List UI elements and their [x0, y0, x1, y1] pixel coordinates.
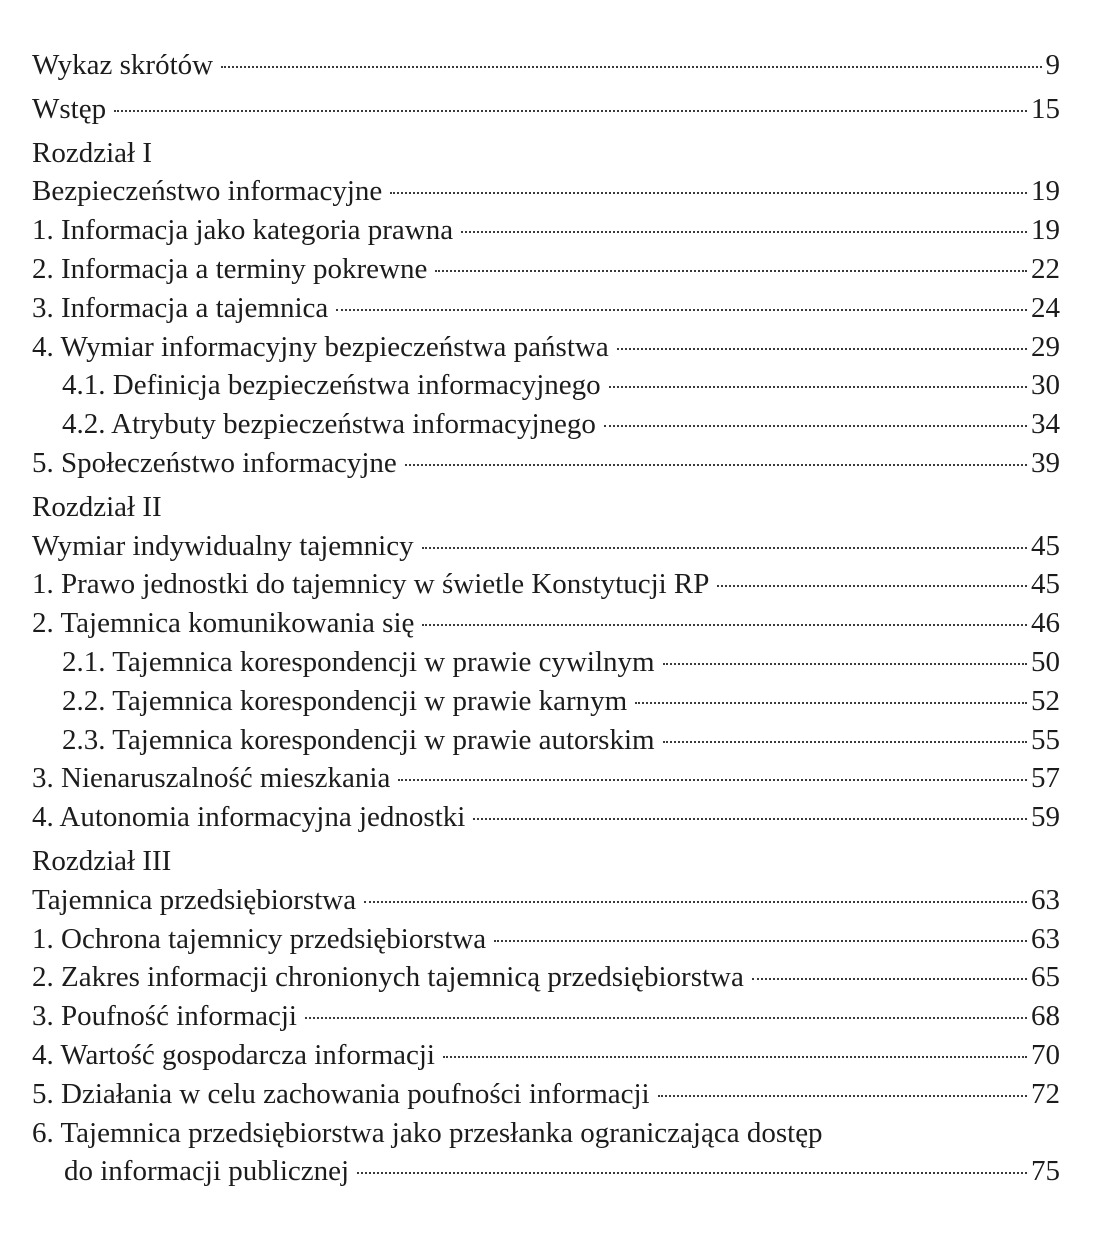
dot-leader	[461, 231, 1027, 233]
chapter-heading	[32, 134, 1060, 173]
toc-entry-page: 59	[1031, 801, 1060, 834]
toc-entry-title: 4.1. Definicja bezpieczeństwa informacyjnego	[62, 369, 601, 402]
toc-entry-page: 50	[1031, 645, 1060, 678]
toc-entry	[32, 565, 1060, 604]
chapter-label: Rozdział I	[32, 136, 152, 169]
toc-entry-page: 72	[1031, 1077, 1060, 1110]
toc-entry	[32, 289, 1060, 328]
toc-entry-page: 39	[1031, 446, 1060, 479]
toc-entry	[32, 527, 1060, 566]
toc-entry-title: Wymiar indywidualny tajemnicy	[32, 529, 414, 562]
toc-entry-title: 2. Informacja a terminy pokrewne	[32, 252, 428, 285]
dot-leader	[114, 110, 1027, 112]
toc-entry	[32, 172, 1060, 211]
toc-entry	[32, 920, 1060, 959]
toc-entry-page: 52	[1031, 684, 1060, 717]
toc-entry-page: 34	[1031, 408, 1060, 441]
dot-leader	[609, 386, 1027, 388]
dot-leader	[494, 940, 1027, 942]
dot-leader	[357, 1172, 1027, 1174]
toc-entry	[32, 1075, 1060, 1114]
toc-entry-title: 4. Wartość gospodarcza informacji	[32, 1038, 435, 1071]
toc-entry	[32, 958, 1060, 997]
toc-entry-title: 4. Autonomia informacyjna jednostki	[32, 801, 466, 834]
toc-entry-title: 1. Prawo jednostki do tajemnicy w świetle Konstytucji RP	[32, 568, 710, 601]
toc-entry	[32, 211, 1060, 250]
toc-entry	[32, 1036, 1060, 1075]
toc-entry-title: 6. Tajemnica przedsiębiorstwa jako przesłanka ograniczająca dostęp	[32, 1116, 823, 1149]
dot-leader	[752, 978, 1027, 980]
toc-entry-title: 3. Poufność informacji	[32, 1000, 297, 1033]
dot-leader	[663, 741, 1027, 743]
dot-leader	[473, 818, 1027, 820]
dot-leader	[305, 1017, 1027, 1019]
dot-leader	[717, 585, 1027, 587]
toc-entry	[32, 328, 1060, 367]
dot-leader	[405, 464, 1027, 466]
toc-entry	[32, 250, 1060, 289]
toc-entry-page: 75	[1031, 1155, 1060, 1188]
toc-entry-page: 68	[1031, 1000, 1060, 1033]
dot-leader	[617, 348, 1027, 350]
toc-entry	[32, 46, 1060, 85]
toc-entry-page: 45	[1031, 529, 1060, 562]
toc-subentry	[32, 405, 1060, 444]
chapter-heading	[32, 842, 1060, 881]
toc-entry-title: 2. Tajemnica komunikowania się	[32, 607, 415, 640]
toc-subentry	[32, 366, 1060, 405]
toc-entry-title: 4. Wymiar informacyjny bezpieczeństwa państwa	[32, 330, 609, 363]
dot-leader	[422, 624, 1027, 626]
table-of-contents	[32, 46, 1060, 1191]
toc-entry-title: 4.2. Atrybuty bezpieczeństwa informacyjnego	[62, 408, 596, 441]
toc-subentry	[32, 682, 1060, 721]
toc-entry-page: 70	[1031, 1038, 1060, 1071]
dot-leader	[336, 309, 1027, 311]
toc-entry-page: 46	[1031, 607, 1060, 640]
toc-entry-title: Wykaz skrótów	[32, 49, 214, 81]
toc-entry-title: 1. Informacja jako kategoria prawna	[32, 214, 454, 247]
toc-entry-page: 55	[1031, 723, 1060, 756]
dot-leader	[604, 425, 1027, 427]
chapter-heading	[32, 488, 1060, 527]
dot-leader	[435, 270, 1027, 272]
dot-leader	[635, 702, 1027, 704]
toc-entry-page: 24	[1031, 291, 1060, 324]
toc-entry-page: 45	[1031, 568, 1060, 601]
toc-entry-title: 1. Ochrona tajemnicy przedsiębiorstwa	[32, 922, 487, 955]
toc-entry	[32, 444, 1060, 483]
toc-entry-title: Bezpieczeństwo informacyjne	[32, 175, 383, 208]
toc-entry-continuation	[32, 1152, 1060, 1191]
chapter-label: Rozdział II	[32, 490, 162, 523]
toc-entry-page: 63	[1031, 922, 1060, 955]
dot-leader	[663, 663, 1027, 665]
toc-entry-page: 57	[1031, 762, 1060, 795]
dot-leader	[221, 66, 1041, 68]
toc-entry-title: 2.2. Tajemnica korespondencji w prawie karnym	[62, 684, 628, 717]
toc-entry-title: 5. Działania w celu zachowania poufności informacji	[32, 1077, 650, 1110]
toc-entry-title: 3. Nienaruszalność mieszkania	[32, 762, 391, 795]
toc-entry-page: 15	[1031, 92, 1060, 125]
toc-entry	[32, 604, 1060, 643]
toc-entry-title: 2.3. Tajemnica korespondencji w prawie autorskim	[62, 723, 655, 756]
toc-entry-page: 63	[1031, 883, 1060, 916]
toc-entry-title: 2.1. Tajemnica korespondencji w prawie cywilnym	[62, 645, 655, 678]
dot-leader	[443, 1056, 1027, 1058]
dot-leader	[364, 901, 1027, 903]
toc-entry	[32, 1114, 1060, 1153]
toc-entry-page: 19	[1031, 175, 1060, 208]
toc-entry	[32, 759, 1060, 798]
toc-entry-title: 2. Zakres informacji chronionych tajemnicą przedsiębiorstwa	[32, 961, 744, 994]
toc-entry-title: 5. Społeczeństwo informacyjne	[32, 446, 397, 479]
toc-entry-page: 29	[1031, 330, 1060, 363]
toc-entry-title: 3. Informacja a tajemnica	[32, 291, 329, 324]
toc-subentry	[32, 643, 1060, 682]
toc-entry-page: 9	[1045, 49, 1060, 81]
toc-entry	[32, 881, 1060, 920]
toc-entry	[32, 90, 1060, 129]
toc-subentry	[32, 721, 1060, 760]
toc-entry	[32, 798, 1060, 837]
chapter-label: Rozdział III	[32, 844, 172, 877]
dot-leader	[398, 779, 1027, 781]
toc-entry-title: do informacji publicznej	[64, 1155, 350, 1188]
dot-leader	[658, 1095, 1027, 1097]
toc-entry-page: 19	[1031, 214, 1060, 247]
dot-leader	[390, 192, 1027, 194]
toc-entry	[32, 997, 1060, 1036]
toc-entry-title: Tajemnica przedsiębiorstwa	[32, 883, 357, 916]
toc-entry-title: Wstęp	[32, 92, 107, 125]
toc-entry-page: 30	[1031, 369, 1060, 402]
toc-entry-page: 65	[1031, 961, 1060, 994]
toc-entry-page: 22	[1031, 252, 1060, 285]
dot-leader	[422, 547, 1027, 549]
